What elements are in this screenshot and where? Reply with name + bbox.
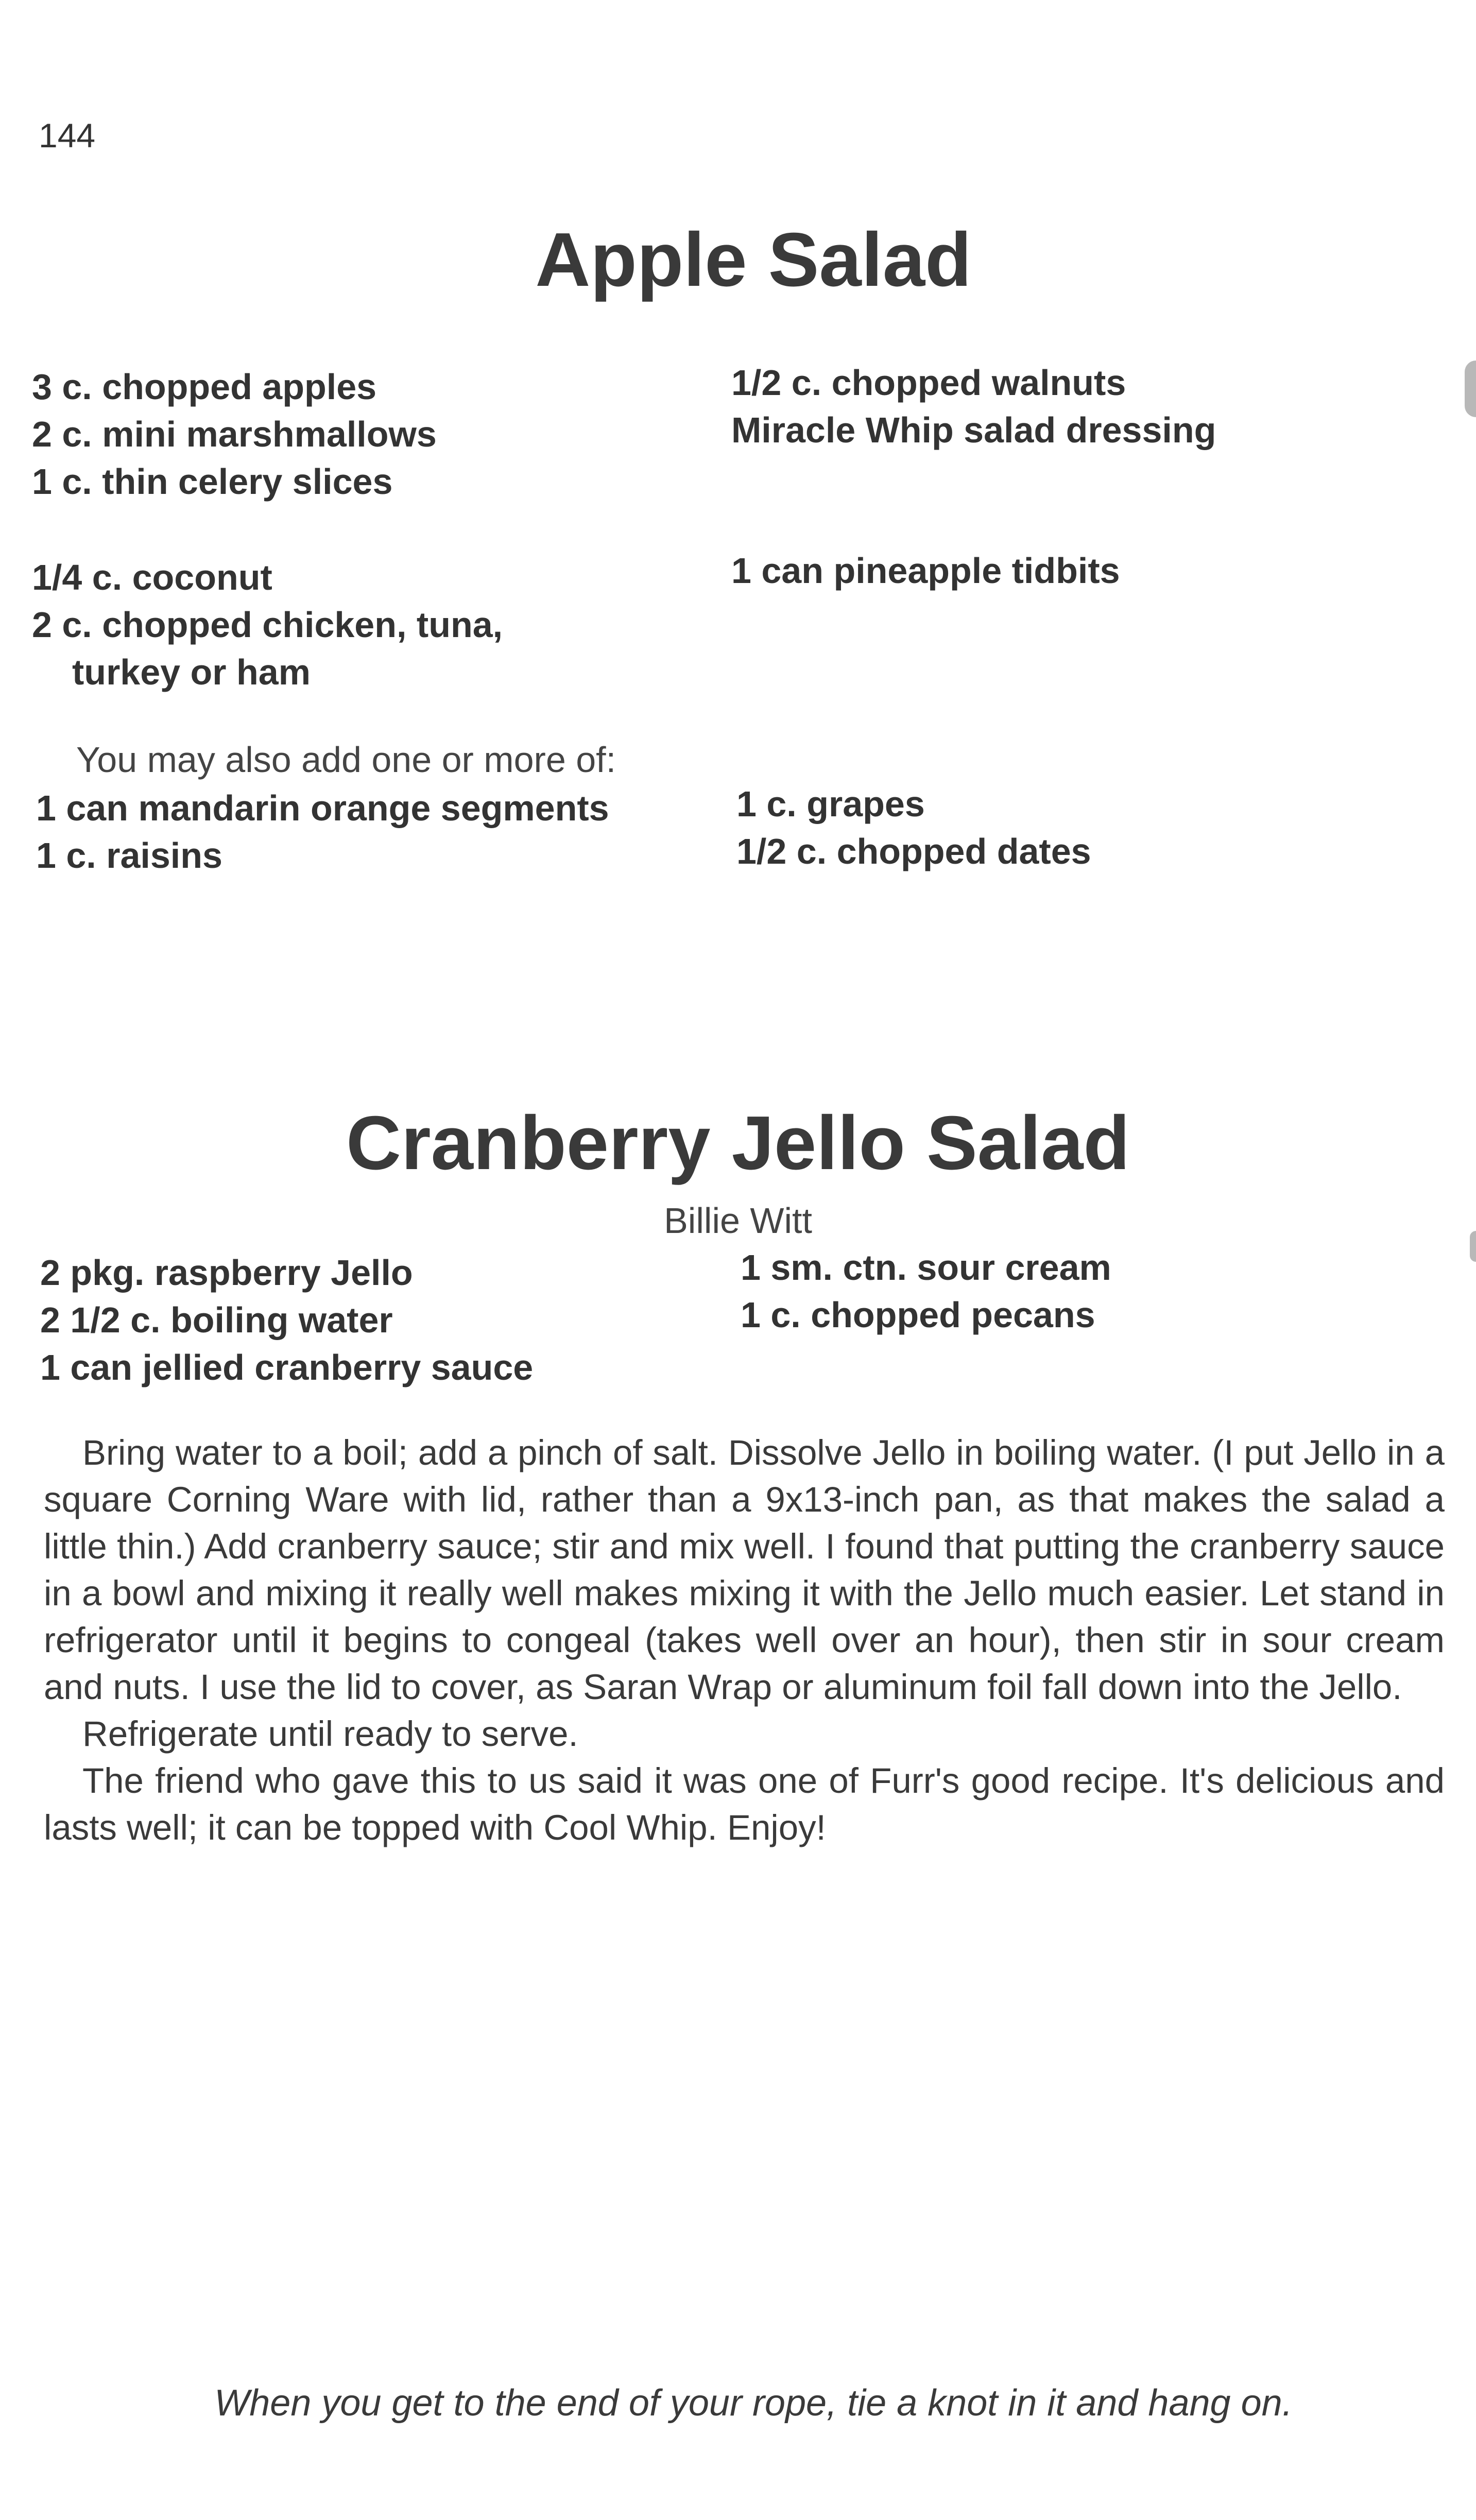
ingredients-right-cranberry [741,1244,1111,1339]
ingredient-item: Miracle Whip salad dressing [731,410,1216,450]
ingredient-item: 1 can mandarin orange segments [36,788,609,828]
page-number: 144 [39,116,96,155]
ingredient-item: 2 pkg. raspberry Jello [40,1253,413,1293]
ingredient-item: 1 can jellied cranberry sauce [40,1347,534,1387]
ingredient-item: 1/4 c. coconut [32,557,272,597]
ingredients-left-group-2 [32,554,503,696]
ingredient-item: 2 1/2 c. boiling water [40,1300,393,1340]
optional-note: You may also add one or more of: [76,740,616,780]
page-edge-tab [1470,1231,1476,1262]
ingredient-item: 1 c. raisins [36,835,222,876]
ingredients-right-group-1 [731,359,1216,454]
ingredient-item: 2 c. chopped chicken, tuna, [32,605,503,645]
ingredient-item-continuation: turkey or ham [72,652,311,692]
ingredients-left-group-3 [36,784,609,879]
ingredients-right-group-3 [736,780,1091,875]
recipe-author: Billie Witt [664,1201,812,1241]
ingredient-item: 3 c. chopped apples [32,367,377,407]
ingredient-item: 1 c. grapes [736,784,925,824]
ingredient-item: 1 c. thin celery slices [32,461,393,502]
ingredient-item: 1/2 c. chopped walnuts [731,363,1126,403]
recipe-title-apple-salad: Apple Salad [535,217,972,302]
instruction-paragraph: Bring water to a boil; add a pinch of salt. Dissolve Jello in boiling water. (I put Jello in a square Corning Ware with lid, rather than a 9x13-inch pan, as that makes the salad a little thin.) Add cranberry sauce; stir and mix well. I found that putting the cranberry sauce in a bowl and mixing it really well makes mixing it with the Jello much easier. Let stand in refrigerator until it begins to congeal (takes well over an hour), then stir in sour cream and nuts. I use the lid to cover, as Saran Wrap or aluminum foil fall down into the Jello. [44,1433,1445,1707]
page-edge-tab [1465,361,1476,417]
recipe-title-cranberry-jello-salad: Cranberry Jello Salad [346,1101,1130,1186]
ingredients-right-group-2 [731,547,1120,594]
ingredient-item: 1 sm. ctn. sour cream [741,1247,1111,1288]
footer-quote: When you get to the end of your rope, tie a knot in it and hang on. [214,2382,1293,2424]
ingredient-item: 1/2 c. chopped dates [736,831,1091,871]
ingredient-item: 1 c. chopped pecans [741,1295,1095,1335]
ingredient-item: 1 can pineapple tidbits [731,551,1120,591]
ingredients-left-group-1 [32,363,437,505]
ingredient-item: 2 c. mini marshmallows [32,414,437,454]
ingredients-left-cranberry [40,1249,533,1391]
recipe-instructions [44,1429,1445,1851]
instruction-paragraph: The friend who gave this to us said it was one of Furr's good recipe. It's delicious and lasts well; it can be topped with Cool Whip. Enjoy! [44,1761,1445,1847]
instruction-paragraph: Refrigerate until ready to serve. [82,1714,578,1754]
